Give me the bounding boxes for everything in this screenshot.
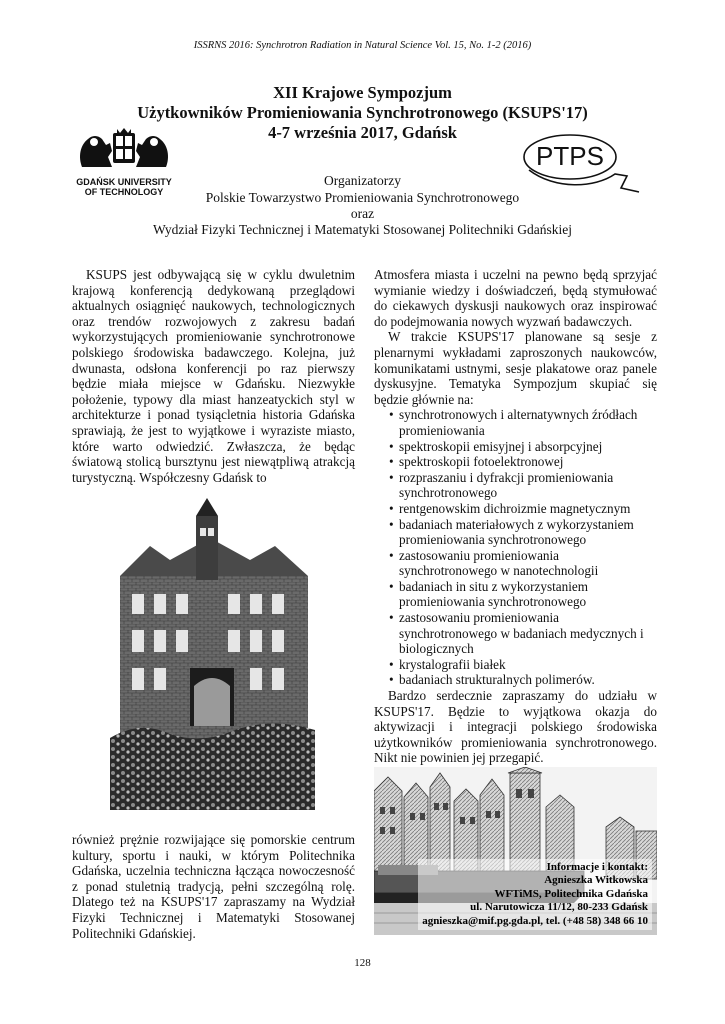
right-paragraph-1: Atmosfera miasta i uczelni na pewno będą sprzyjać wymianie wiedzy i doświadczeń, będą stymułować do ciekawych dyskusji naukowych oraz inspirować do podejmowania nowych wyzwań badawczych. (374, 267, 657, 329)
left-paragraph-2: również prężnie rozwijające się pomorskie centrum kultury, sportu i nauki, w którym Politechnika Gdańska, uczelnia techniczna łącząca nowoczesność z ponad stuletnią tradycją, pełni szczególną rolę. Dlatego też na KSUPS'17 zapraszamy na Wydział Fizyki Technicznej i Matematyki Stosowanej Politechniki Gdańskiej. (72, 832, 355, 941)
organizers-heading: Organizatorzy (324, 173, 401, 188)
title-line-1: XII Krajowe Sympozjum (273, 83, 452, 102)
organizers-conjunction: oraz (350, 206, 375, 221)
organizer-2: Wydział Fizyki Technicznej i Matematyki Stosowanej Politechniki Gdańskiej (152, 222, 573, 237)
topic-item: • badaniach strukturalnych polimerów. (374, 672, 657, 688)
topic-item: • spektroskopii emisyjnej i absorpcyjnej (374, 439, 657, 455)
contact-box (418, 859, 652, 931)
topic-item: • synchrotronowych i alternatywnych źródłach promieniowania (374, 407, 657, 438)
contact-address: ul. Narutowicza 11/12, 80-233 Gdańsk (470, 901, 648, 913)
title-line-3: 4-7 września 2017, Gdańsk (268, 123, 457, 142)
contact-department: WFTiMS, Politechnika Gdańska (494, 887, 648, 900)
contact-heading: Informacje i kontakt: (546, 860, 648, 873)
contact-email-phone: agnieszka@mif.pg.gda.pl, tel. (+48 58) 348 66 10 (422, 914, 648, 927)
building-illustration (110, 498, 315, 810)
ptps-logo-text: PTPS (536, 141, 604, 171)
left-column-bottom (72, 832, 355, 941)
topic-item: • zastosowaniu promieniowania synchrotronowego w badaniach medycznych i biologicznych (374, 610, 657, 657)
right-paragraph-3: Bardzo serdecznie zapraszamy do udziału w KSUPS'17. Będzie to wyjątkowa okazja do aktywizacji i integracji polskiego środowiska użytkowników promieniowania synchrotronowego. Nikt nie powinien jej przegapić. (374, 688, 657, 766)
title-line-2: Użytkowników Promieniowania Synchrotronowego (KSUPS'17) (137, 103, 588, 122)
gdansk-logo-line-1: GDAŃSK UNIVERSITY (76, 177, 172, 187)
topics-list (374, 407, 657, 688)
organizer-1: Polskie Towarzystwo Promieniowania Synchrotronowego (205, 190, 520, 205)
left-column-top (72, 267, 355, 485)
lions-crest-icon (68, 127, 180, 171)
topic-item: • badaniach materiałowych z wykorzystaniem promieniowania synchrotronowego (374, 517, 657, 548)
topic-item: • spektroskopii fotoelektronowej (374, 454, 657, 470)
topic-item: • badaniach in situ z wykorzystaniem promieniowania synchrotronowego (374, 579, 657, 610)
right-paragraph-2: W trakcie KSUPS'17 planowane są sesje z plenarnymi wykładami zaproszonych naukowców, komunikatami ustnymi, sesje plakatowe oraz panele dyskusyjne. Tematyka Sympozjum skupiać się będzie głównie na: (374, 329, 657, 407)
running-header: ISSRNS 2016: Synchrotron Radiation in Natural Science Vol. 15, No. 1-2 (2016) (193, 40, 532, 51)
contact-name: Agnieszka Witkowska (544, 874, 648, 886)
left-paragraph-1: KSUPS jest odbywającą się w cyklu dwuletnim krajową konferencją dedykowaną przeglądowi aktualnych osiągnięć naukowych, technologicznych oraz trendów rozwojowych z zakresu badań wykorzystujących promieniowanie synchrotronowe polskiego środowiska badawczego. Kolejna, już dwunasta, odsłona konferencji po raz pierwszy będzie miała miejsce w Gdańsku. Niezwykłe położenie, typowy dla miast hanzeatyckich styl w architekturze i ponad tysiącletnia historia Gdańska sprawiają, że jest to wyjątkowe i wyraziste miasto, które warto odwiedzić. Zwłaszcza, że będąc światową stolicą bursztynu jest niewątpliwą atrakcją turystyczną. Współczesny Gdańsk to (72, 267, 355, 485)
page-number: 128 (354, 957, 371, 969)
topic-item: • rozpraszaniu i dyfrakcji promieniowania synchrotronowego (374, 470, 657, 501)
topic-item: • rentgenowskim dichroizmie magnetycznym (374, 501, 657, 517)
topic-item: • zastosowaniu promieniowania synchrotronowego w nanotechnologii (374, 548, 657, 579)
right-column (374, 267, 657, 766)
gdansk-logo-line-2: OF TECHNOLOGY (84, 187, 164, 197)
gdansk-riverside-photo (374, 767, 657, 935)
topic-item: • krystalografii białek (374, 657, 657, 673)
university-building-photo (110, 498, 315, 810)
